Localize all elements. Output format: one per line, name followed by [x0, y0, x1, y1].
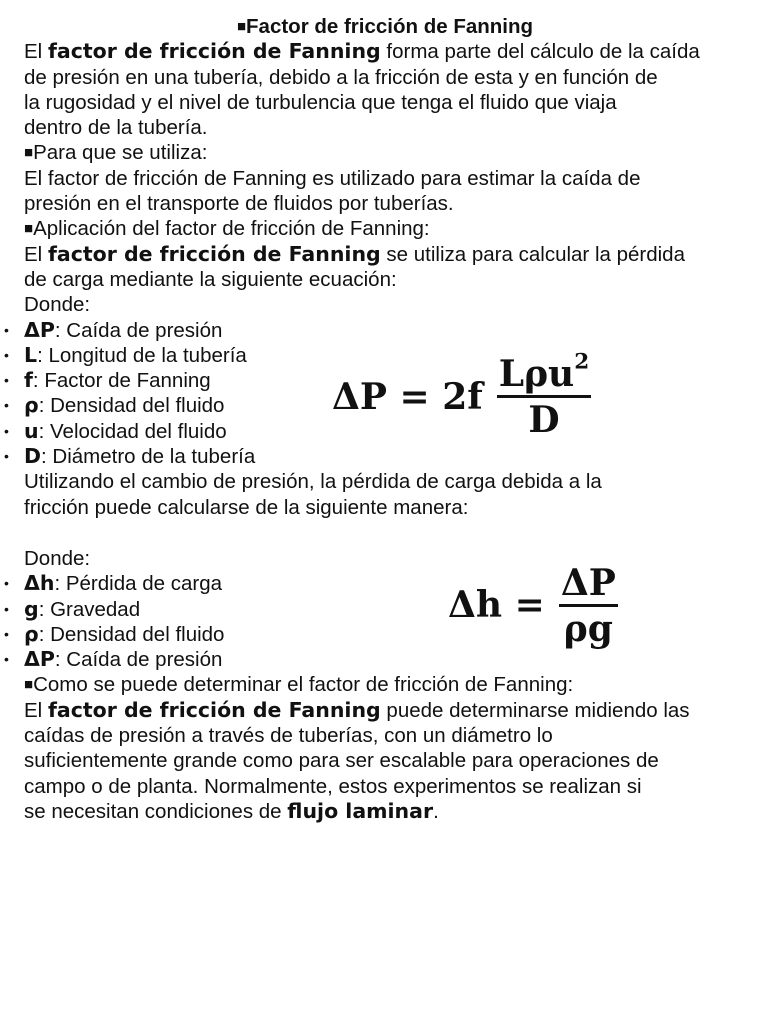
head-loss-donde-label: Donde:	[24, 546, 91, 570]
head-loss-variable-list	[0, 571, 768, 672]
section-determine-paragraph	[24, 698, 744, 824]
head-loss-intro	[24, 469, 744, 520]
bullet-icon: •	[4, 651, 9, 668]
application-line-1: El factor de fricción de Fanning se utiliza para calcular la pérdida	[24, 241, 685, 266]
document-title	[0, 14, 768, 39]
section-use-heading: ■Para que se utiliza:	[24, 141, 208, 165]
formula-numerator: Lρu$^2$	[498, 349, 590, 395]
intro-line-3: la rugosidad y el nivel de turbulencia que tenga el fluido que viaja	[24, 90, 617, 114]
bullet-icon: •	[4, 625, 9, 642]
intro-line-2: de presión en una tubería, debido a la fricción de esta y en función de	[24, 65, 658, 89]
square-bullet-icon: ■	[24, 220, 34, 238]
after-line-2: fricción puede calcularse de la siguiente manera:	[24, 495, 469, 519]
application-bold-term: factor de fricción de Fanning	[47, 241, 381, 266]
list-item: • g: Gravedad	[4, 596, 141, 621]
intro-line-4: dentro de la tubería.	[24, 116, 208, 140]
determine-line-5: se necesitan condiciones de flujo laminar.	[24, 798, 439, 823]
formula-numerator: ΔP	[560, 562, 616, 604]
section-application-heading: ■Aplicación del factor de fricción de Fanning:	[24, 217, 430, 241]
list-item: • u: Velocidad del fluido	[4, 418, 227, 443]
determine-line-2: caídas de presión a través de tuberías, con un diámetro lo	[24, 724, 553, 748]
list-item: • ρ: Densidad del fluido	[4, 393, 225, 418]
list-item: • ρ: Densidad del fluido	[4, 621, 225, 646]
application-line-2: de carga mediante la siguiente ecuación:	[24, 267, 397, 291]
intro-line-1: El factor de fricción de Fanning forma parte del cálculo de la caída	[24, 39, 700, 64]
bullet-icon: •	[4, 372, 9, 389]
intro-bold-term: factor de fricción de Fanning	[47, 39, 381, 64]
list-item: • L: Longitud de la tubería	[4, 342, 247, 367]
determine-line-3: suficientemente grande como para ser escalable para operaciones de	[24, 749, 659, 773]
bullet-icon: •	[4, 422, 9, 439]
list-item: • f: Factor de Fanning	[4, 368, 211, 393]
list-item: • ΔP: Caída de presión	[4, 317, 223, 342]
determine-bold-term: factor de fricción de Fanning	[47, 697, 381, 722]
formula-exponent: 2	[574, 349, 590, 375]
square-bullet-icon: ■	[24, 676, 34, 694]
bullet-icon: •	[4, 397, 9, 414]
formula-denominator: D	[497, 395, 591, 438]
square-bullet-icon: ■	[24, 144, 34, 162]
section-determine-heading: ■Como se puede determinar el factor de fricción de Fanning:	[24, 673, 574, 697]
determine-line-4: campo o de planta. Normalmente, estos experimentos se realizan si	[24, 774, 642, 798]
use-line-2: presión en el transporte de fluidos por tuberías.	[24, 192, 454, 216]
head-loss-formula	[448, 562, 618, 650]
use-line-1: El factor de fricción de Fanning es utilizado para estimar la caída de	[24, 166, 641, 190]
laminar-flow-term: flujo laminar	[287, 798, 434, 823]
list-item: • ΔP: Caída de presión	[4, 647, 223, 672]
after-line-1: Utilizando el cambio de presión, la pérdida de carga debida a la	[24, 470, 602, 494]
list-item: • Δh: Pérdida de carga	[4, 571, 222, 596]
bullet-icon: •	[4, 346, 9, 363]
bullet-icon: •	[4, 600, 9, 617]
bullet-icon: •	[4, 321, 9, 338]
spacer	[0, 520, 768, 546]
square-bullet-icon: ■	[236, 18, 247, 35]
determine-line-1: El factor de fricción de Fanning puede determinarse midiendo las	[24, 697, 690, 722]
formula-lhs: ΔP = 2f	[332, 376, 483, 419]
application-donde-label: Donde:	[24, 293, 91, 317]
section-use-paragraph	[24, 166, 744, 217]
intro-paragraph	[24, 39, 744, 140]
head-loss-donde	[24, 546, 744, 571]
pressure-drop-formula	[332, 349, 591, 441]
formula-lhs: Δh =	[448, 584, 545, 627]
formula-fraction	[559, 562, 618, 650]
bullet-icon: •	[4, 448, 9, 465]
title-text: Factor de fricción de Fanning	[246, 15, 534, 38]
bullet-icon: •	[4, 575, 9, 592]
section-application-paragraph	[24, 242, 744, 318]
formula-fraction	[497, 349, 591, 441]
formula-denominator: ρg	[559, 604, 618, 647]
list-item: • D: Diámetro de la tubería	[4, 444, 256, 469]
